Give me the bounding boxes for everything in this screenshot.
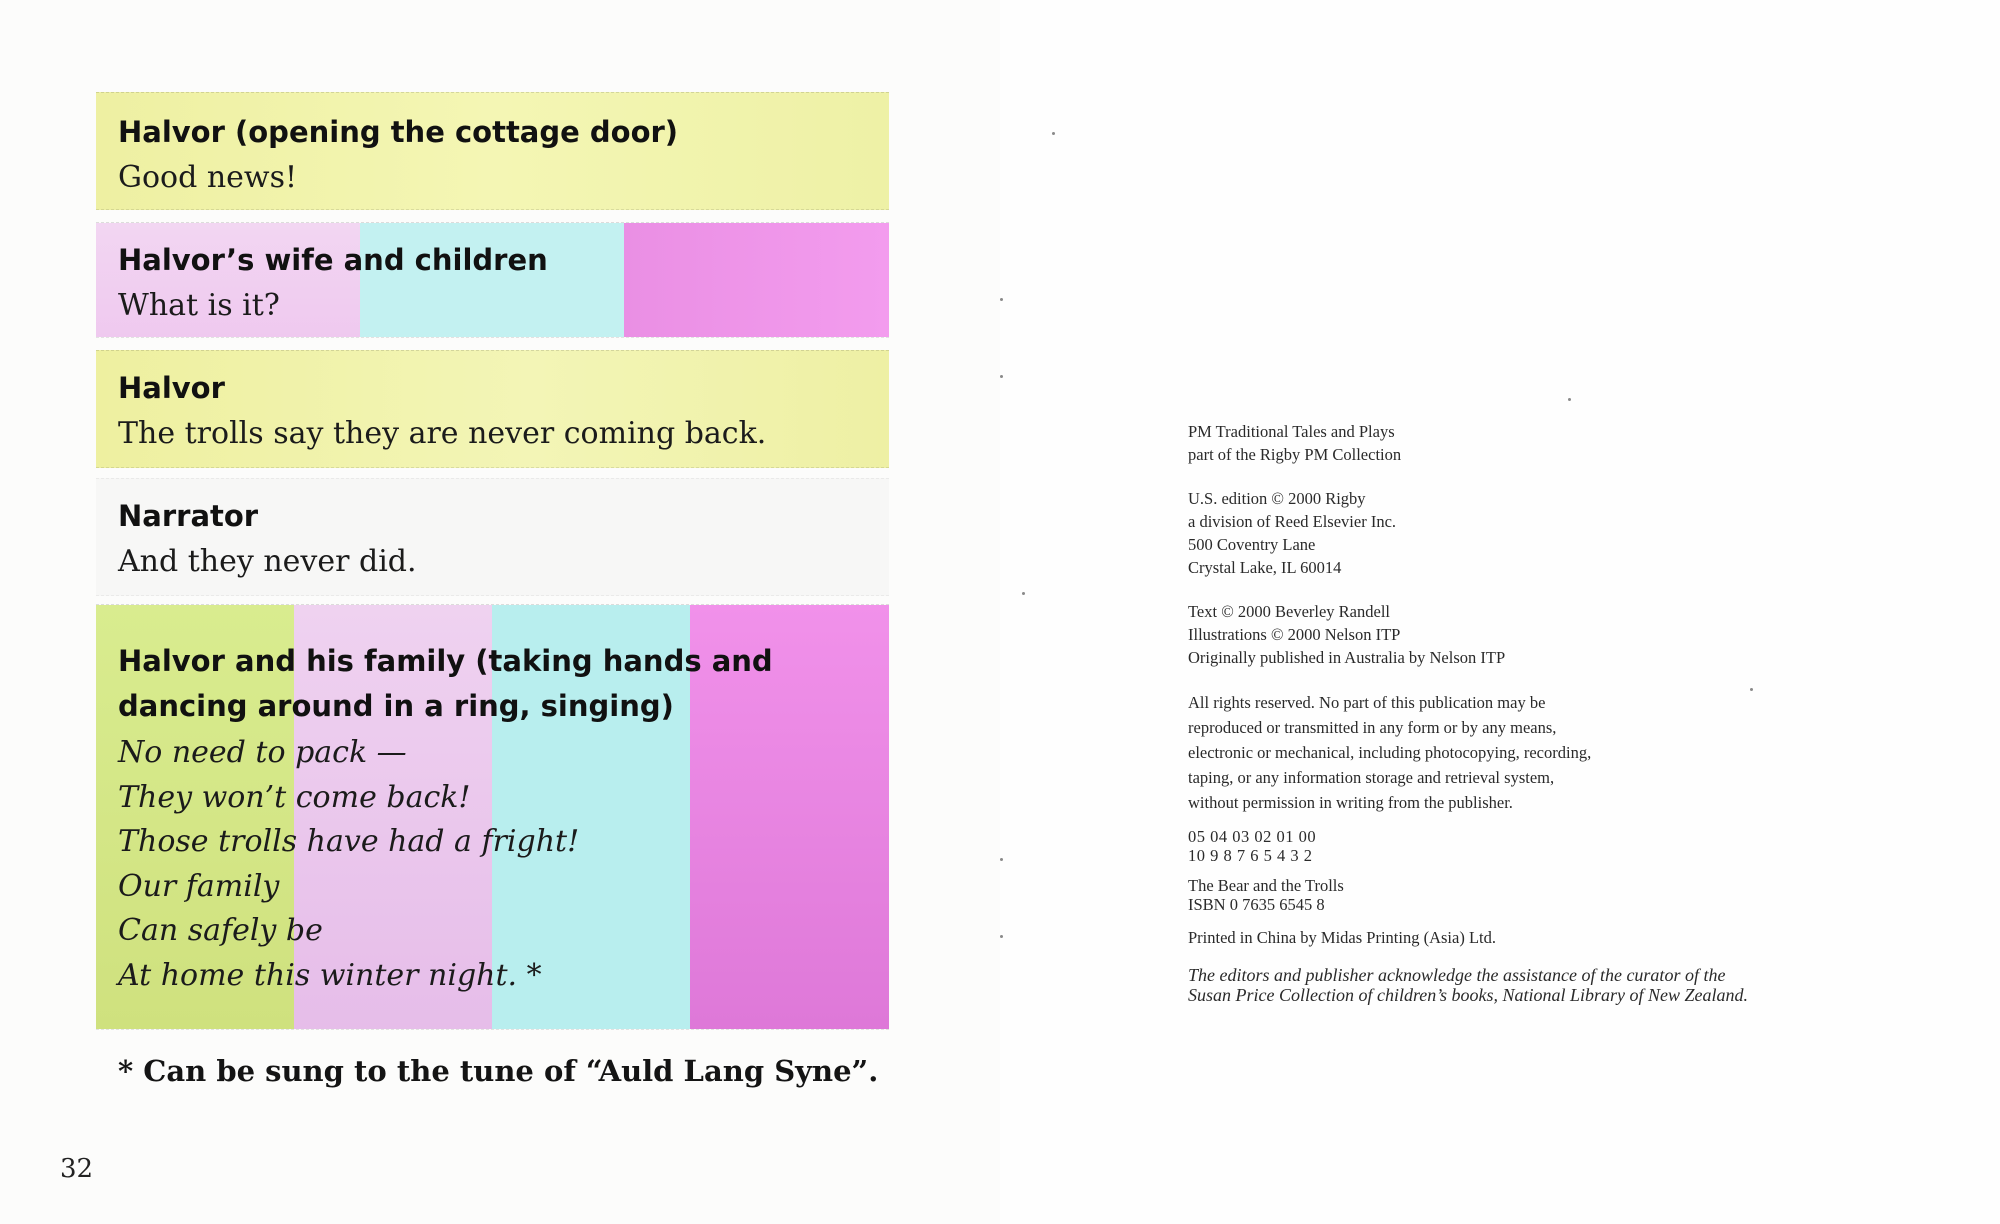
imprint-line: U.S. edition © 2000 Rigby <box>1188 489 1366 508</box>
imprint-line: a division of Reed Elsevier Inc. <box>1188 512 1397 531</box>
script-block-content <box>96 223 889 329</box>
paper-speck <box>1750 688 1753 691</box>
footnote: * Can be sung to the tune of “Auld Lang Syne”. <box>118 1054 879 1088</box>
speaker-heading-line-2: dancing around in a ring, singing) <box>118 689 674 723</box>
song-verse-line: They won’t come back! <box>118 779 471 815</box>
speaker-heading: Halvor (opening the cottage door) <box>118 115 679 149</box>
song-verse-line: At home this winter night. * <box>118 957 542 993</box>
script-block-narrator <box>96 478 889 596</box>
song-verse-line: Our family <box>118 868 280 904</box>
script-block-halvor-door <box>96 92 889 210</box>
imprint-line: 10 9 8 7 6 5 4 3 2 <box>1188 846 1313 865</box>
imprint-line: 05 04 03 02 01 00 <box>1188 827 1317 846</box>
script-block-content <box>96 479 889 585</box>
printing-numbers <box>1188 827 1888 865</box>
imprint-line: The Bear and the Trolls <box>1188 876 1344 895</box>
imprint-line: part of the Rigby PM Collection <box>1188 445 1402 464</box>
imprint-line: Originally published in Australia by Nelson ITP <box>1188 648 1506 667</box>
dialogue-line: What is it? <box>118 287 280 323</box>
imprint-line: Illustrations © 2000 Nelson ITP <box>1188 625 1401 644</box>
imprint-line: Text © 2000 Beverley Randell <box>1188 602 1390 621</box>
imprint-line: Printed in China by Midas Printing (Asia) Ltd. <box>1188 928 1496 947</box>
speaker-heading: Narrator <box>118 499 259 533</box>
acknowledgement <box>1188 965 1888 1005</box>
title-isbn <box>1188 876 1888 914</box>
speaker-heading: Halvor’s wife and children <box>118 243 548 277</box>
imprint-line: reproduced or transmitted in any form or by any means, <box>1188 718 1557 737</box>
imprint-line: All rights reserved. No part of this publication may be <box>1188 693 1546 712</box>
imprint-line: Susan Price Collection of children’s books, National Library of New Zealand. <box>1188 985 1748 1005</box>
copyright-imprint <box>1188 420 1888 1026</box>
script-block-content <box>96 93 889 201</box>
dialogue-line: And they never did. <box>118 543 417 579</box>
script-block-content <box>96 351 889 457</box>
paper-speck <box>1000 375 1003 378</box>
copyright-credits <box>1188 600 1888 669</box>
series-info <box>1188 420 1888 466</box>
imprint-line: electronic or mechanical, including photocopying, recording, <box>1188 743 1592 762</box>
song-verse-line: No need to pack — <box>118 735 407 770</box>
paper-speck <box>1568 398 1571 401</box>
speaker-heading-line-1: Halvor and his family (taking hands and <box>118 644 773 678</box>
imprint-line: 500 Coventry Lane <box>1188 535 1316 554</box>
song-verse-line: Those trolls have had a fright! <box>118 824 580 859</box>
imprint-line: ISBN 0 7635 6545 8 <box>1188 895 1325 914</box>
paper-speck <box>1000 935 1003 938</box>
speaker-heading: Halvor <box>118 371 225 405</box>
script-block-halvor-trolls <box>96 350 889 468</box>
dialogue-line: The trolls say they are never coming back. <box>118 415 767 451</box>
publisher-address <box>1188 487 1888 579</box>
imprint-line: without permission in writing from the publisher. <box>1188 793 1513 812</box>
paper-speck <box>1000 858 1003 861</box>
song-verse-line: Can safely be <box>118 913 323 948</box>
dialogue-line: Good news! <box>118 159 298 195</box>
imprint-line: Crystal Lake, IL 60014 <box>1188 558 1342 577</box>
imprint-line: taping, or any information storage and retrieval system, <box>1188 768 1555 787</box>
printer-info <box>1188 926 1888 949</box>
script-block-wife-children <box>96 222 889 338</box>
rights-notice <box>1188 690 1888 815</box>
right-page <box>1000 0 2000 1224</box>
paper-speck <box>1000 298 1003 301</box>
paper-speck <box>1052 132 1055 135</box>
script-block-song <box>96 604 889 1030</box>
script-block-content <box>96 605 889 998</box>
imprint-line: PM Traditional Tales and Plays <box>1188 422 1395 441</box>
page-number: 32 <box>60 1154 94 1184</box>
paper-speck <box>1022 592 1025 595</box>
imprint-line: The editors and publisher acknowledge the assistance of the curator of the <box>1188 965 1726 985</box>
